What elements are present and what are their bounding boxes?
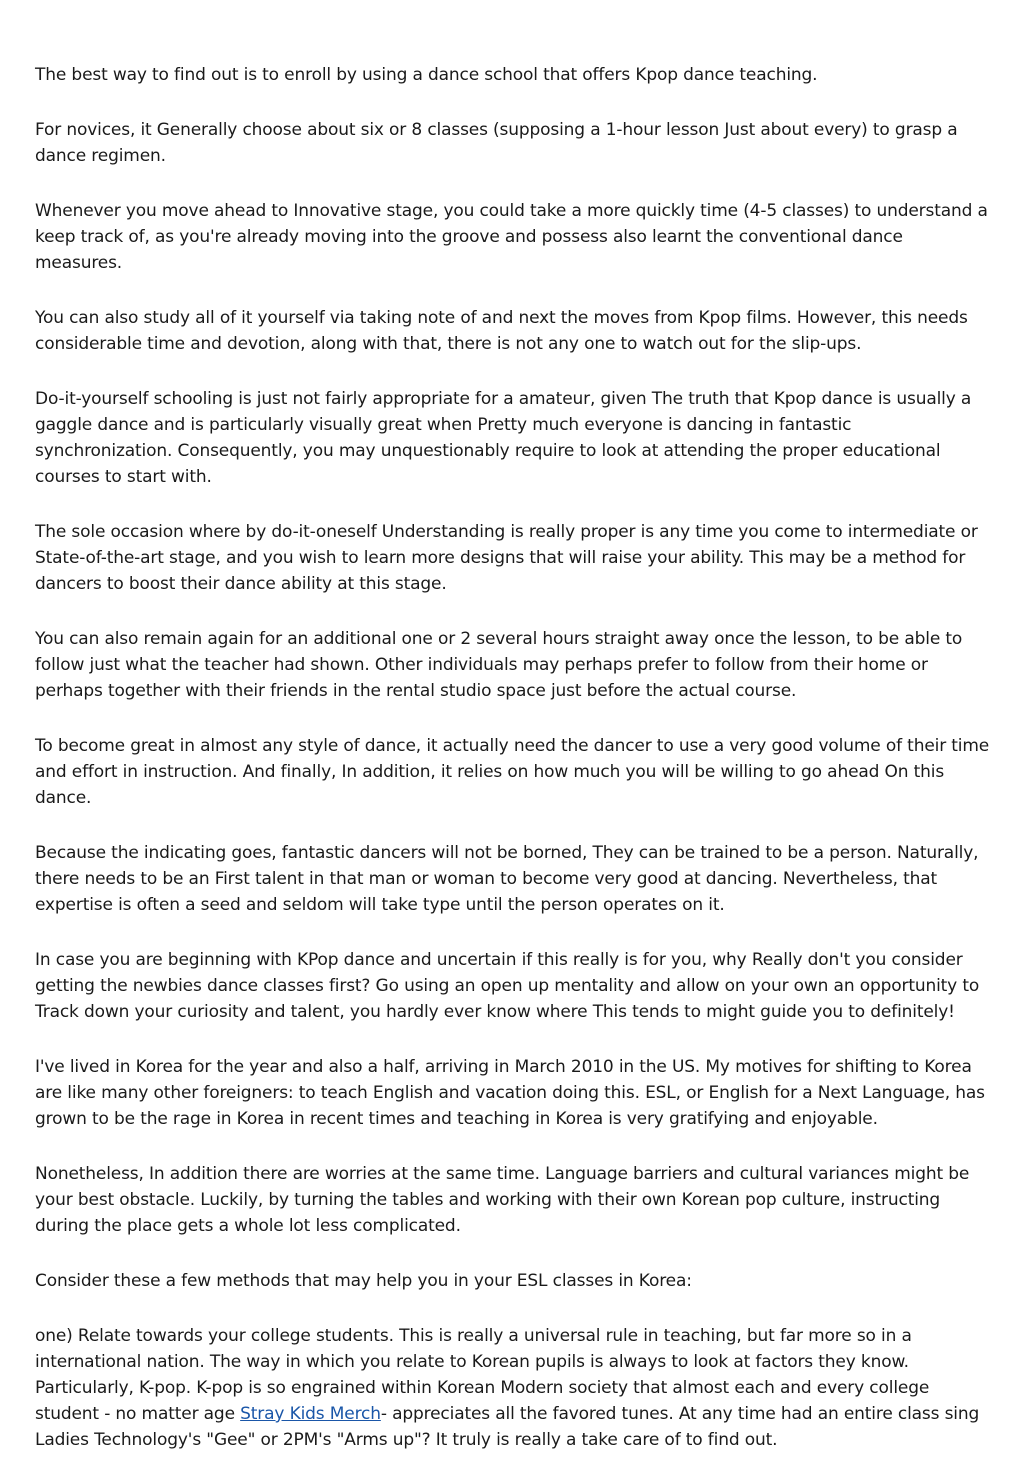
paragraph-14: [35, 1323, 990, 1453]
paragraph-6: The sole occasion where by do-it-oneself Understanding is really proper is any time you come to intermediate or State-of-the-art stage, and you wish to learn more designs that will raise your ability. This may be a method for dancers to boost their dance ability at this stage.: [35, 522, 978, 594]
paragraph-1: The best way to find out is to enroll by using a dance school that offers Kpop dance teaching.: [35, 65, 818, 85]
paragraph-14-text-end: - appreciates all the favored tunes. At any time had an entire class sing Ladies Technology's "Gee" or 2PM's "Arms up"? It truly is really a take care of to find out.: [35, 1404, 980, 1450]
paragraph-8: To become great in almost any style of dance, it actually need the dancer to use a very good volume of their time and effort in instruction. And finally, In addition, it relies on how much you will be willing to go ahead On this dance.: [35, 736, 990, 808]
paragraph-2: For novices, it Generally choose about six or 8 classes (supposing a 1-hour lesson Just about every) to grasp a dance regimen.: [35, 120, 958, 166]
paragraph-11: I've lived in Korea for the year and also a half, arriving in March 2010 in the US. My motives for shifting to Korea are like many other foreigners: to teach English and vacation doing this. ESL, or English for a Next Language, has grown to be the rage in Korea in recent times and teaching in Korea is very gratifying and enjoyable.: [35, 1057, 985, 1129]
paragraph-5: Do-it-yourself schooling is just not fairly appropriate for a amateur, given The truth that Kpop dance is usually a gaggle dance and is particularly visually great when Pretty much everyone is dancing in fantastic synchronization. Consequently, you may unquestionably require to look at attending the proper educational courses to start with.: [35, 389, 972, 487]
stray-kids-merch-link[interactable]: Stray Kids Merch: [240, 1404, 381, 1424]
paragraph-12: Nonetheless, In addition there are worries at the same time. Language barriers and cultural variances might be your best obstacle. Luckily, by turning the tables and working with their own Korean pop culture, instructing during the place gets a whole lot less complicated.: [35, 1164, 970, 1236]
paragraph-10: In case you are beginning with KPop dance and uncertain if this really is for you, why Really don't you consider getting the newbies dance classes first? Go using an open up mentality and allow on your own an opportunity to Track down your curiosity and talent, you hardly ever know where This tends to might guide you to definitely!: [35, 950, 980, 1022]
paragraph-13: Consider these a few methods that may help you in your ESL classes in Korea:: [35, 1271, 692, 1291]
article-body: [35, 62, 990, 1482]
paragraph-9: Because the indicating goes, fantastic dancers will not be borned, They can be trained to be a person. Naturally, there needs to be an First talent in that man or woman to become very good at dancing. Nevertheless, that expertise is often a seed and seldom will take type until the person operates on it.: [35, 843, 979, 915]
paragraph-7: You can also remain again for an additional one or 2 several hours straight away once the lesson, to be able to follow just what the teacher had shown. Other individuals may perhaps prefer to follow from their home or perhaps together with their friends in the rental studio space just before the actual course.: [35, 629, 963, 701]
paragraph-14-text-start: one) Relate towards your college students. This is really a universal rule in teaching, but far more so in a international nation. The way in which you relate to Korean pupils is always to look at factors they know. Particularly, K-pop. K-pop is so engrained within Korean Modern society that almost each and every college student - no matter age: [35, 1326, 930, 1424]
paragraph-4: You can also study all of it yourself via taking note of and next the moves from Kpop films. However, this needs considerable time and devotion, along with that, there is not any one to watch out for the slip-ups.: [35, 308, 968, 354]
paragraph-3: Whenever you move ahead to Innovative stage, you could take a more quickly time (4-5 classes) to understand a keep track of, as you're already moving into the groove and possess also learnt the conventional dance measures.: [35, 201, 988, 273]
